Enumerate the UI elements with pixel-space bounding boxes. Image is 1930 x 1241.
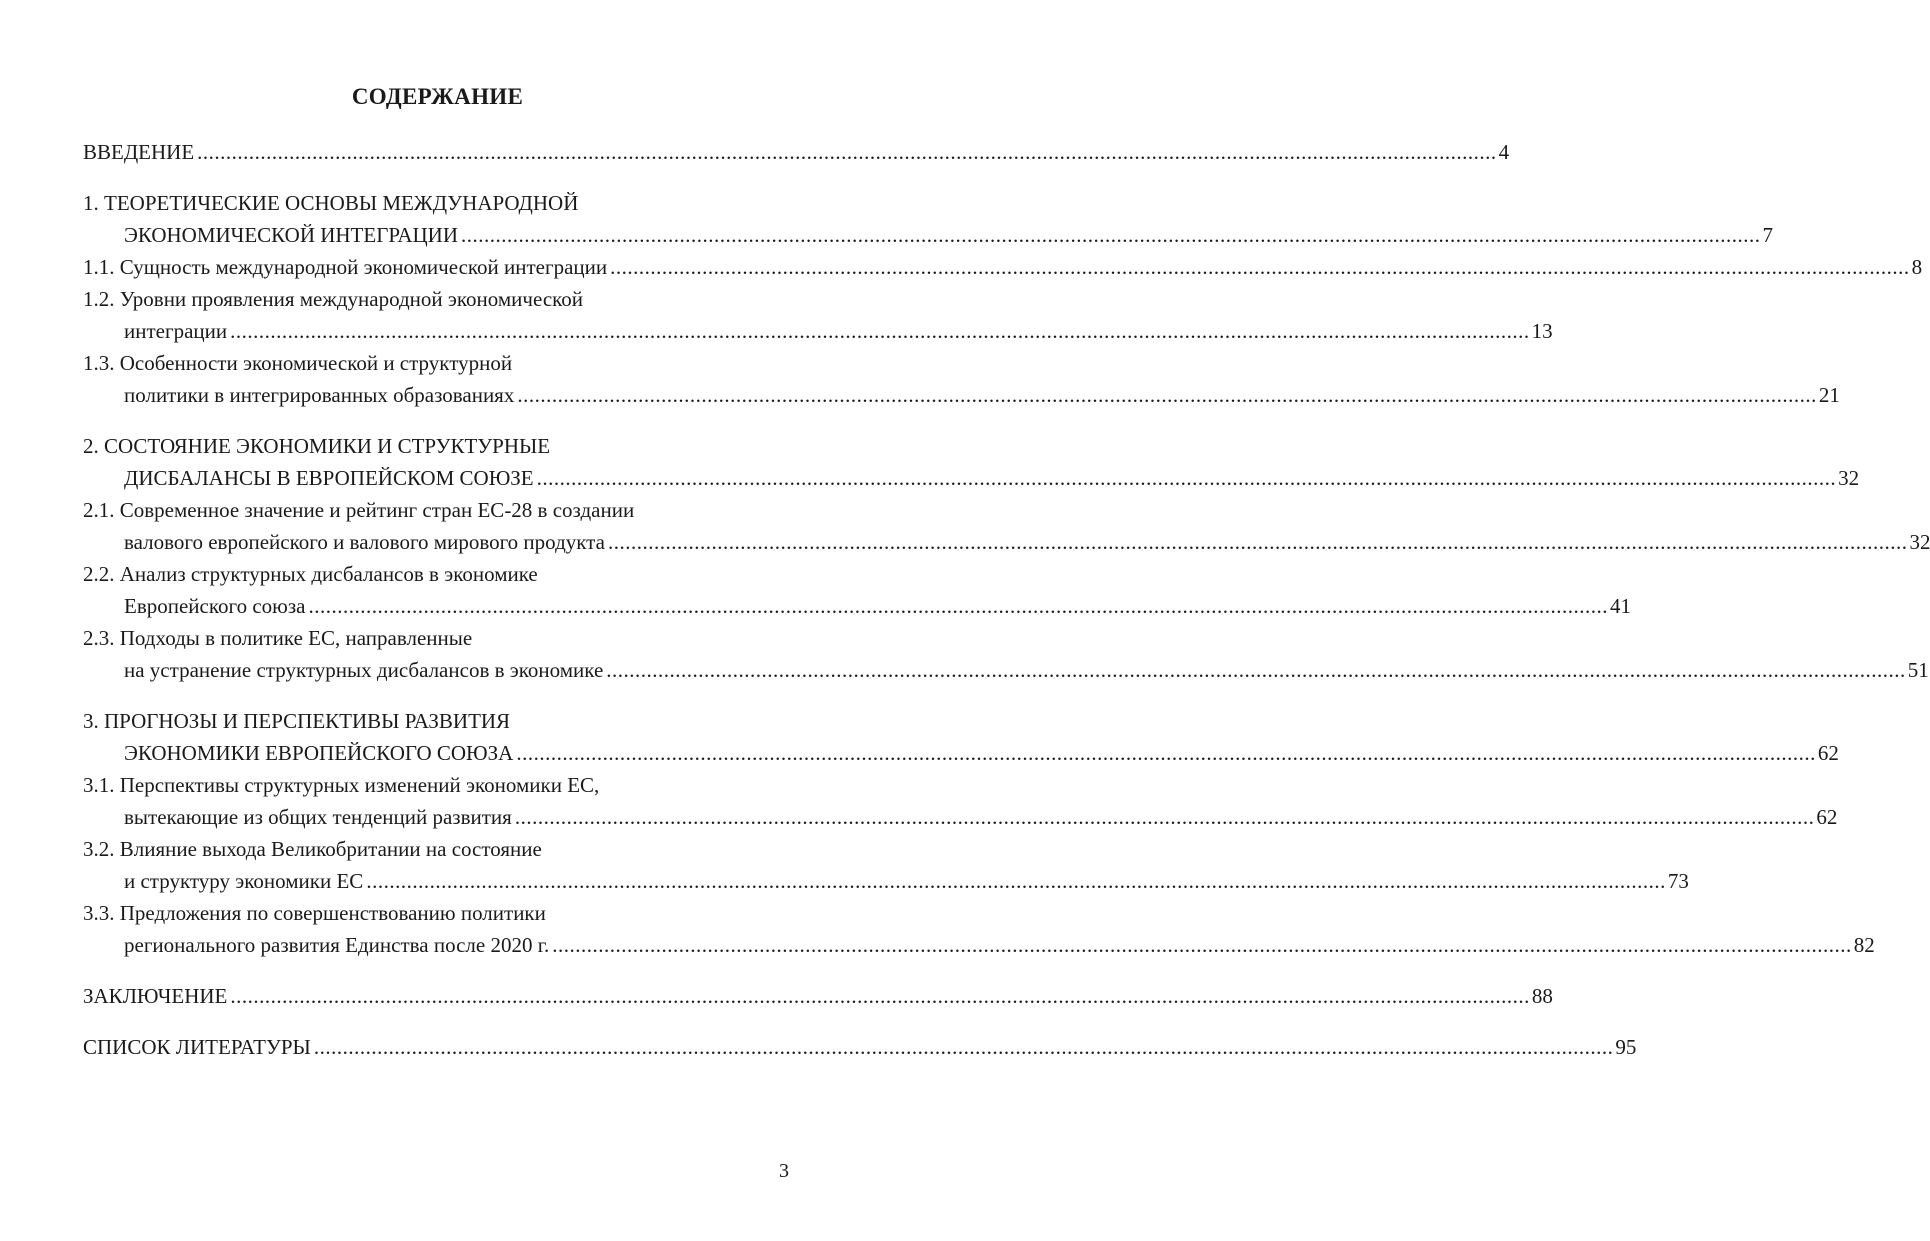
toc-entry-section-1-1	[83, 251, 1923, 283]
toc-entry-title: 1.3. Особенности экономической и структурной	[83, 351, 513, 375]
toc-page-number: 41	[1609, 594, 1631, 618]
toc-entry-title-continuation: ЭКОНОМИКИ ЕВРОПЕЙСКОГО СОЮЗА	[124, 741, 514, 765]
toc-entry-section-2-1	[83, 494, 1930, 558]
toc-entry-title: 1.2. Уровни проявления международной экономической	[83, 287, 584, 311]
toc-entry-chapter-2	[83, 430, 1860, 494]
toc-entry-title: СПИСОК ЛИТЕРАТУРЫ	[83, 1035, 311, 1059]
toc-entry-title-continuation: регионального развития Единства после 2020 г.	[124, 933, 550, 957]
dot-leader: ..................................................................................................................................................................................................................................	[230, 319, 1530, 343]
toc-page-number: 8	[1911, 255, 1923, 279]
dot-leader: ..................................................................................................................................................................................................................................	[610, 255, 1910, 279]
toc-entry-title: 2.2. Анализ структурных дисбалансов в экономике	[83, 562, 538, 586]
toc-entry-title: ЗАКЛЮЧЕНИЕ	[83, 984, 228, 1008]
toc-page-number: 51	[1907, 658, 1929, 682]
toc-entry-introduction	[83, 136, 1510, 168]
dot-leader: ..................................................................................................................................................................................................................................	[461, 223, 1761, 247]
toc-entry-title-continuation: на устранение структурных дисбалансов в экономике	[124, 658, 604, 682]
toc-page-number: 13	[1531, 319, 1553, 343]
toc-entry-title: 3.3. Предложения по совершенствованию политики	[83, 901, 546, 925]
dot-leader: ..................................................................................................................................................................................................................................	[552, 933, 1852, 957]
toc-entry-title-continuation: валового европейского и валового мирового продукта	[124, 530, 605, 554]
dot-leader: ..................................................................................................................................................................................................................................	[313, 1035, 1614, 1059]
toc-entry-section-3-1	[83, 769, 1838, 833]
toc-entry-title: 2.1. Современное значение и рейтинг стран ЕС-28 в создании	[83, 498, 635, 522]
toc-entry-title-continuation: интеграции	[124, 319, 228, 343]
toc-entry-title: 3.1. Перспективы структурных изменений экономики ЕС,	[83, 773, 600, 797]
toc-entry-title-continuation: Европейского союза	[124, 594, 306, 618]
dot-leader: ..................................................................................................................................................................................................................................	[197, 140, 1497, 164]
toc-page-number: 82	[1853, 933, 1875, 957]
toc-entry-section-2-3	[83, 622, 1929, 686]
toc-page-number: 62	[1817, 741, 1839, 765]
toc-entry-title: ВВЕДЕНИЕ	[83, 140, 195, 164]
toc-entry-title-continuation: и структуру экономики ЕС	[124, 869, 364, 893]
toc-page-number: 32	[1909, 530, 1930, 554]
toc-entry-title: 1.1. Сущность международной экономической интеграции	[83, 255, 608, 279]
toc-entry-section-2-2	[83, 558, 1631, 622]
table-of-contents	[83, 136, 1930, 1063]
dot-leader: ..................................................................................................................................................................................................................................	[516, 741, 1816, 765]
dot-leader: ..................................................................................................................................................................................................................................	[606, 658, 1906, 682]
dot-leader: ..................................................................................................................................................................................................................................	[517, 383, 1817, 407]
toc-entry-section-1-3	[83, 347, 1840, 411]
dot-leader: ..................................................................................................................................................................................................................................	[514, 805, 1815, 829]
toc-entry-title-continuation: вытекающие из общих тенденций развития	[124, 805, 512, 829]
toc-entry-section-3-3	[83, 897, 1875, 961]
toc-page-number: 7	[1762, 223, 1774, 247]
toc-page-number: 4	[1498, 140, 1510, 164]
toc-entry-section-3-2	[83, 833, 1689, 897]
dot-leader: ..................................................................................................................................................................................................................................	[536, 466, 1837, 490]
page-title: СОДЕРЖАНИЕ	[351, 84, 524, 109]
toc-entry-title: 3.2. Влияние выхода Великобритании на состояние	[83, 837, 542, 861]
toc-entry-title: 3. ПРОГНОЗЫ И ПЕРСПЕКТИВЫ РАЗВИТИЯ	[83, 709, 511, 733]
toc-entry-title: 2.3. Подходы в политике ЕС, направленные	[83, 626, 473, 650]
toc-entry-section-1-2	[83, 283, 1553, 347]
toc-entry-title-continuation: ДИСБАЛАНСЫ В ЕВРОПЕЙСКОМ СОЮЗЕ	[124, 466, 534, 490]
toc-entry-conclusion	[83, 980, 1553, 1012]
toc-page-number: 62	[1816, 805, 1838, 829]
toc-page-number: 88	[1531, 984, 1553, 1008]
toc-entry-bibliography	[83, 1031, 1637, 1063]
dot-leader: ..................................................................................................................................................................................................................................	[308, 594, 1608, 618]
dot-leader: ..................................................................................................................................................................................................................................	[366, 869, 1666, 893]
dot-leader: ..................................................................................................................................................................................................................................	[607, 530, 1908, 554]
toc-entry-chapter-3	[83, 705, 1839, 769]
toc-page-number: 32	[1838, 466, 1860, 490]
toc-page-number: 21	[1818, 383, 1840, 407]
toc-entry-title-continuation: политики в интегрированных образованиях	[124, 383, 515, 407]
toc-entry-title-continuation: ЭКОНОМИЧЕСКОЙ ИНТЕГРАЦИИ	[124, 223, 459, 247]
toc-entry-chapter-1	[83, 187, 1774, 251]
toc-page-number: 95	[1615, 1035, 1637, 1059]
dot-leader: ..................................................................................................................................................................................................................................	[230, 984, 1530, 1008]
page-number: 3	[779, 1160, 789, 1182]
toc-entry-title: 2. СОСТОЯНИЕ ЭКОНОМИКИ И СТРУКТУРНЫЕ	[83, 434, 551, 458]
toc-page-number: 73	[1667, 869, 1689, 893]
toc-entry-title: 1. ТЕОРЕТИЧЕСКИЕ ОСНОВЫ МЕЖДУНАРОДНОЙ	[83, 191, 579, 215]
